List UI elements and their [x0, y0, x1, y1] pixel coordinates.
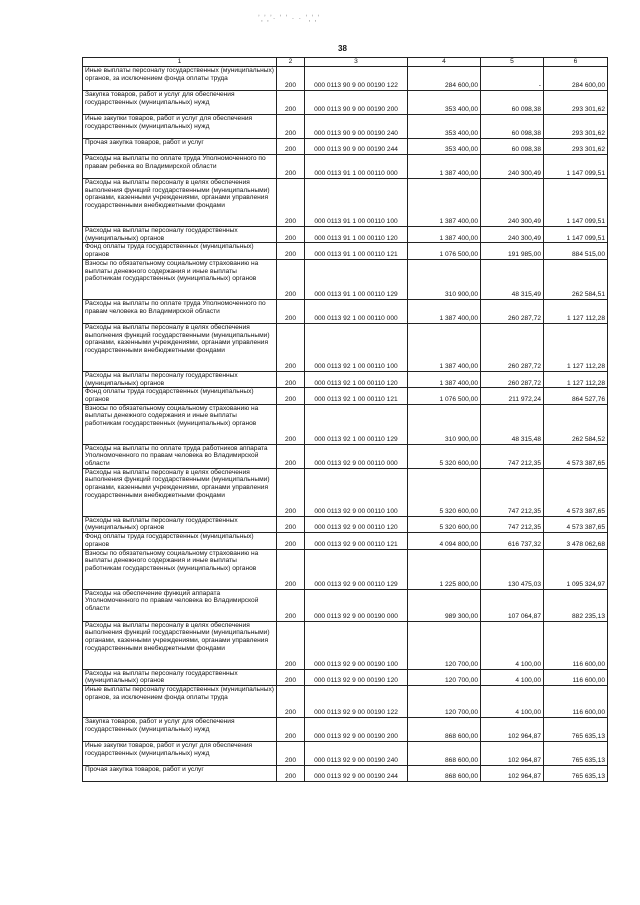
approved-amount-cell: 1 387 400,00	[408, 323, 481, 371]
line-code-cell: 200	[277, 371, 305, 387]
expense-name-cell: Расходы на выплаты персоналу в целях обеспечения выполнения функций государственными (муниципальными) органами, казенными учреждениями, органами управления государственными внебюджетными фондами	[83, 468, 277, 516]
line-code-cell: 200	[277, 388, 305, 404]
line-code-cell: 200	[277, 299, 305, 323]
approved-amount-cell: 310 900,00	[408, 404, 481, 444]
line-code-cell: 200	[277, 139, 305, 155]
executed-amount-cell: -	[481, 67, 544, 91]
table-row	[83, 444, 608, 468]
executed-amount-cell: 60 098,38	[481, 115, 544, 139]
table-row	[83, 139, 608, 155]
executed-amount-cell: 191 985,00	[481, 243, 544, 259]
classification-code-cell: 000 0113 90 9 00 00190 122	[305, 67, 408, 91]
executed-amount-cell: 60 098,38	[481, 139, 544, 155]
approved-amount-cell: 868 600,00	[408, 717, 481, 741]
classification-code-cell: 000 0113 92 1 00 00110 121	[305, 388, 408, 404]
expense-name-cell: Расходы на выплаты персоналу государственных (муниципальных) органов	[83, 371, 277, 387]
line-code-cell: 200	[277, 621, 305, 669]
line-code-cell: 200	[277, 717, 305, 741]
table-row	[83, 685, 608, 717]
unexecuted-amount-cell: 1 127 112,28	[544, 323, 608, 371]
line-code-cell: 200	[277, 67, 305, 91]
table-row	[83, 115, 608, 139]
unexecuted-amount-cell: 4 573 387,65	[544, 444, 608, 468]
table-row	[83, 669, 608, 685]
budget-execution-table	[82, 57, 608, 782]
classification-code-cell: 000 0113 91 1 00 00110 121	[305, 243, 408, 259]
expense-name-cell: Расходы на выплаты по оплате труда Уполномоченного по правам человека во Владимирской области	[83, 299, 277, 323]
classification-code-cell: 000 0113 91 1 00 00110 120	[305, 227, 408, 243]
classification-code-cell: 000 0113 91 1 00 00110 100	[305, 179, 408, 227]
classification-code-cell: 000 0113 90 9 00 00190 200	[305, 91, 408, 115]
executed-amount-cell: 48 315,48	[481, 404, 544, 444]
column-number-5: 5	[481, 58, 544, 67]
expense-name-cell: Прочая закупка товаров, работ и услуг	[83, 765, 277, 781]
unexecuted-amount-cell: 4 573 387,65	[544, 516, 608, 532]
classification-code-cell: 000 0113 92 9 00 00190 000	[305, 589, 408, 621]
line-code-cell: 200	[277, 243, 305, 259]
line-code-cell: 200	[277, 516, 305, 532]
line-code-cell: 200	[277, 468, 305, 516]
executed-amount-cell: 4 100,00	[481, 685, 544, 717]
line-code-cell: 200	[277, 323, 305, 371]
unexecuted-amount-cell: 1 095 324,97	[544, 549, 608, 589]
classification-code-cell: 000 0113 92 9 00 00110 000	[305, 444, 408, 468]
column-number-row	[83, 58, 608, 67]
expense-name-cell: Взносы по обязательному социальному страхованию на выплаты денежного содержания и иные выплаты работникам государственных (муниципальных) органов	[83, 404, 277, 444]
executed-amount-cell: 107 064,87	[481, 589, 544, 621]
approved-amount-cell: 353 400,00	[408, 91, 481, 115]
expense-name-cell: Иные закупки товаров, работ и услуг для обеспечения государственных (муниципальных) нужд	[83, 115, 277, 139]
classification-code-cell: 000 0113 92 9 00 00190 200	[305, 717, 408, 741]
classification-code-cell: 000 0113 92 9 00 00190 240	[305, 741, 408, 765]
expense-name-cell: Расходы на выплаты персоналу в целях обеспечения выполнения функций государственными (муниципальными) органами, казенными учреждениями, органами управления государственными внебюджетными фондами	[83, 621, 277, 669]
unexecuted-amount-cell: 4 573 387,65	[544, 468, 608, 516]
table-row	[83, 404, 608, 444]
approved-amount-cell: 120 700,00	[408, 621, 481, 669]
unexecuted-amount-cell: 1 127 112,28	[544, 371, 608, 387]
line-code-cell: 200	[277, 741, 305, 765]
expense-name-cell: Расходы на обеспечение функций аппарата Уполномоченного по правам человека во Владимирской области	[83, 589, 277, 621]
unexecuted-amount-cell: 864 527,76	[544, 388, 608, 404]
unexecuted-amount-cell: 3 478 062,68	[544, 533, 608, 549]
executed-amount-cell: 747 212,35	[481, 516, 544, 532]
table-row	[83, 589, 608, 621]
classification-code-cell: 000 0113 92 9 00 00190 100	[305, 621, 408, 669]
approved-amount-cell: 989 300,00	[408, 589, 481, 621]
classification-code-cell: 000 0113 92 1 00 00110 100	[305, 323, 408, 371]
column-number-3: 3	[305, 58, 408, 67]
line-code-cell: 200	[277, 533, 305, 549]
approved-amount-cell: 1 387 400,00	[408, 371, 481, 387]
line-code-cell: 200	[277, 115, 305, 139]
executed-amount-cell: 102 964,87	[481, 741, 544, 765]
table-row	[83, 765, 608, 781]
approved-amount-cell: 5 320 600,00	[408, 444, 481, 468]
classification-code-cell: 000 0113 92 1 00 00110 000	[305, 299, 408, 323]
line-code-cell: 200	[277, 259, 305, 299]
page-number: 38	[338, 44, 347, 53]
classification-code-cell: 000 0113 90 9 00 00190 244	[305, 139, 408, 155]
approved-amount-cell: 1 225 800,00	[408, 549, 481, 589]
classification-code-cell: 000 0113 92 9 00 00110 121	[305, 533, 408, 549]
classification-code-cell: 000 0113 92 9 00 00190 120	[305, 669, 408, 685]
classification-code-cell: 000 0113 92 1 00 00110 129	[305, 404, 408, 444]
expense-name-cell: Иные выплаты персоналу государственных (муниципальных) органов, за исключением фонда оплаты труда	[83, 67, 277, 91]
table-row	[83, 227, 608, 243]
table-row	[83, 549, 608, 589]
unexecuted-amount-cell: 293 301,62	[544, 91, 608, 115]
table-row	[83, 299, 608, 323]
expense-name-cell: Расходы на выплаты персоналу в целях обеспечения выполнения функций государственными (муниципальными) органами, казенными учреждениями, органами управления государственными внебюджетными фондами	[83, 179, 277, 227]
unexecuted-amount-cell: 262 584,51	[544, 259, 608, 299]
table-row	[83, 717, 608, 741]
unexecuted-amount-cell: 116 600,00	[544, 669, 608, 685]
expense-name-cell: Иные выплаты персоналу государственных (муниципальных) органов, за исключением фонда оплаты труда	[83, 685, 277, 717]
executed-amount-cell: 240 300,49	[481, 179, 544, 227]
unexecuted-amount-cell: 116 600,00	[544, 621, 608, 669]
expense-name-cell: Прочая закупка товаров, работ и услуг	[83, 139, 277, 155]
expense-name-cell: Расходы на выплаты по оплате труда работников аппарата Уполномоченного по правам человека во Владимирской области	[83, 444, 277, 468]
approved-amount-cell: 353 400,00	[408, 115, 481, 139]
expense-name-cell: Взносы по обязательному социальному страхованию на выплаты денежного содержания и иные выплаты работникам государственных (муниципальных) органов	[83, 549, 277, 589]
line-code-cell: 200	[277, 685, 305, 717]
executed-amount-cell: 260 287,72	[481, 323, 544, 371]
expense-name-cell: Расходы на выплаты персоналу государственных (муниципальных) органов	[83, 227, 277, 243]
approved-amount-cell: 120 700,00	[408, 669, 481, 685]
approved-amount-cell: 284 600,00	[408, 67, 481, 91]
executed-amount-cell: 130 475,03	[481, 549, 544, 589]
executed-amount-cell: 260 287,72	[481, 299, 544, 323]
line-code-cell: 200	[277, 669, 305, 685]
expense-name-cell: Фонд оплаты труда государственных (муниципальных) органов	[83, 388, 277, 404]
line-code-cell: 200	[277, 589, 305, 621]
table-row	[83, 516, 608, 532]
line-code-cell: 200	[277, 155, 305, 179]
column-number-4: 4	[408, 58, 481, 67]
approved-amount-cell: 868 600,00	[408, 741, 481, 765]
executed-amount-cell: 102 964,87	[481, 717, 544, 741]
unexecuted-amount-cell: 884 515,00	[544, 243, 608, 259]
scan-mark: ʼ,ʼ,ʼ· ʼ ʼ · · ʼ,ʼ,ʼ	[258, 14, 321, 23]
executed-amount-cell: 60 098,38	[481, 91, 544, 115]
unexecuted-amount-cell: 1 147 099,51	[544, 155, 608, 179]
line-code-cell: 200	[277, 91, 305, 115]
classification-code-cell: 000 0113 91 1 00 00110 000	[305, 155, 408, 179]
approved-amount-cell: 1 387 400,00	[408, 299, 481, 323]
table-row	[83, 243, 608, 259]
expense-name-cell: Расходы на выплаты персоналу государственных (муниципальных) органов	[83, 669, 277, 685]
unexecuted-amount-cell: 882 235,13	[544, 589, 608, 621]
executed-amount-cell: 4 100,00	[481, 669, 544, 685]
approved-amount-cell: 120 700,00	[408, 685, 481, 717]
table-row	[83, 155, 608, 179]
classification-code-cell: 000 0113 92 9 00 00110 120	[305, 516, 408, 532]
table-row	[83, 259, 608, 299]
unexecuted-amount-cell: 284 600,00	[544, 67, 608, 91]
executed-amount-cell: 240 300,49	[481, 155, 544, 179]
classification-code-cell: 000 0113 90 9 00 00190 240	[305, 115, 408, 139]
line-code-cell: 200	[277, 179, 305, 227]
approved-amount-cell: 1 387 400,00	[408, 179, 481, 227]
unexecuted-amount-cell: 765 635,13	[544, 765, 608, 781]
unexecuted-amount-cell: 293 301,62	[544, 139, 608, 155]
executed-amount-cell: 747 212,35	[481, 444, 544, 468]
executed-amount-cell: 616 737,32	[481, 533, 544, 549]
table-body	[83, 67, 608, 782]
unexecuted-amount-cell: 116 600,00	[544, 685, 608, 717]
table-row	[83, 533, 608, 549]
column-number-2: 2	[277, 58, 305, 67]
classification-code-cell: 000 0113 92 9 00 00110 100	[305, 468, 408, 516]
line-code-cell: 200	[277, 227, 305, 243]
executed-amount-cell: 211 972,24	[481, 388, 544, 404]
approved-amount-cell: 5 320 600,00	[408, 468, 481, 516]
line-code-cell: 200	[277, 444, 305, 468]
unexecuted-amount-cell: 765 635,13	[544, 741, 608, 765]
approved-amount-cell: 4 094 800,00	[408, 533, 481, 549]
table-row	[83, 371, 608, 387]
executed-amount-cell: 747 212,35	[481, 468, 544, 516]
expense-name-cell: Закупка товаров, работ и услуг для обеспечения государственных (муниципальных) нужд	[83, 717, 277, 741]
line-code-cell: 200	[277, 404, 305, 444]
approved-amount-cell: 1 076 500,00	[408, 388, 481, 404]
table-row	[83, 388, 608, 404]
executed-amount-cell: 4 100,00	[481, 621, 544, 669]
expense-name-cell: Закупка товаров, работ и услуг для обеспечения государственных (муниципальных) нужд	[83, 91, 277, 115]
expense-name-cell: Фонд оплаты труда государственных (муниципальных) органов	[83, 243, 277, 259]
unexecuted-amount-cell: 293 301,62	[544, 115, 608, 139]
classification-code-cell: 000 0113 92 9 00 00190 122	[305, 685, 408, 717]
unexecuted-amount-cell: 1 147 099,51	[544, 179, 608, 227]
table-row	[83, 323, 608, 371]
expense-name-cell: Взносы по обязательному социальному страхованию на выплаты денежного содержания и иные выплаты работникам государственных (муниципальных) органов	[83, 259, 277, 299]
approved-amount-cell: 310 900,00	[408, 259, 481, 299]
approved-amount-cell: 1 387 400,00	[408, 227, 481, 243]
approved-amount-cell: 1 387 400,00	[408, 155, 481, 179]
executed-amount-cell: 48 315,49	[481, 259, 544, 299]
executed-amount-cell: 240 300,49	[481, 227, 544, 243]
expense-name-cell: Иные закупки товаров, работ и услуг для обеспечения государственных (муниципальных) нужд	[83, 741, 277, 765]
unexecuted-amount-cell: 1 127 112,28	[544, 299, 608, 323]
unexecuted-amount-cell: 262 584,52	[544, 404, 608, 444]
column-number-6: 6	[544, 58, 608, 67]
column-number-1: 1	[83, 58, 277, 67]
table-row	[83, 468, 608, 516]
line-code-cell: 200	[277, 765, 305, 781]
classification-code-cell: 000 0113 91 1 00 00110 129	[305, 259, 408, 299]
approved-amount-cell: 868 600,00	[408, 765, 481, 781]
classification-code-cell: 000 0113 92 1 00 00110 120	[305, 371, 408, 387]
table-row	[83, 621, 608, 669]
approved-amount-cell: 353 400,00	[408, 139, 481, 155]
line-code-cell: 200	[277, 549, 305, 589]
table-row	[83, 179, 608, 227]
expense-name-cell: Расходы на выплаты по оплате труда Уполномоченного по правам ребенка во Владимирской области	[83, 155, 277, 179]
expense-name-cell: Расходы на выплаты персоналу в целях обеспечения выполнения функций государственными (муниципальными) органами, казенными учреждениями, органами управления государственными внебюджетными фондами	[83, 323, 277, 371]
table-row	[83, 67, 608, 91]
expense-name-cell: Фонд оплаты труда государственных (муниципальных) органов	[83, 533, 277, 549]
classification-code-cell: 000 0113 92 9 00 00110 129	[305, 549, 408, 589]
table-row	[83, 91, 608, 115]
unexecuted-amount-cell: 765 635,13	[544, 717, 608, 741]
executed-amount-cell: 102 964,87	[481, 765, 544, 781]
expense-name-cell: Расходы на выплаты персоналу государственных (муниципальных) органов	[83, 516, 277, 532]
unexecuted-amount-cell: 1 147 099,51	[544, 227, 608, 243]
approved-amount-cell: 5 320 600,00	[408, 516, 481, 532]
classification-code-cell: 000 0113 92 9 00 00190 244	[305, 765, 408, 781]
table-row	[83, 741, 608, 765]
executed-amount-cell: 260 287,72	[481, 371, 544, 387]
approved-amount-cell: 1 076 500,00	[408, 243, 481, 259]
